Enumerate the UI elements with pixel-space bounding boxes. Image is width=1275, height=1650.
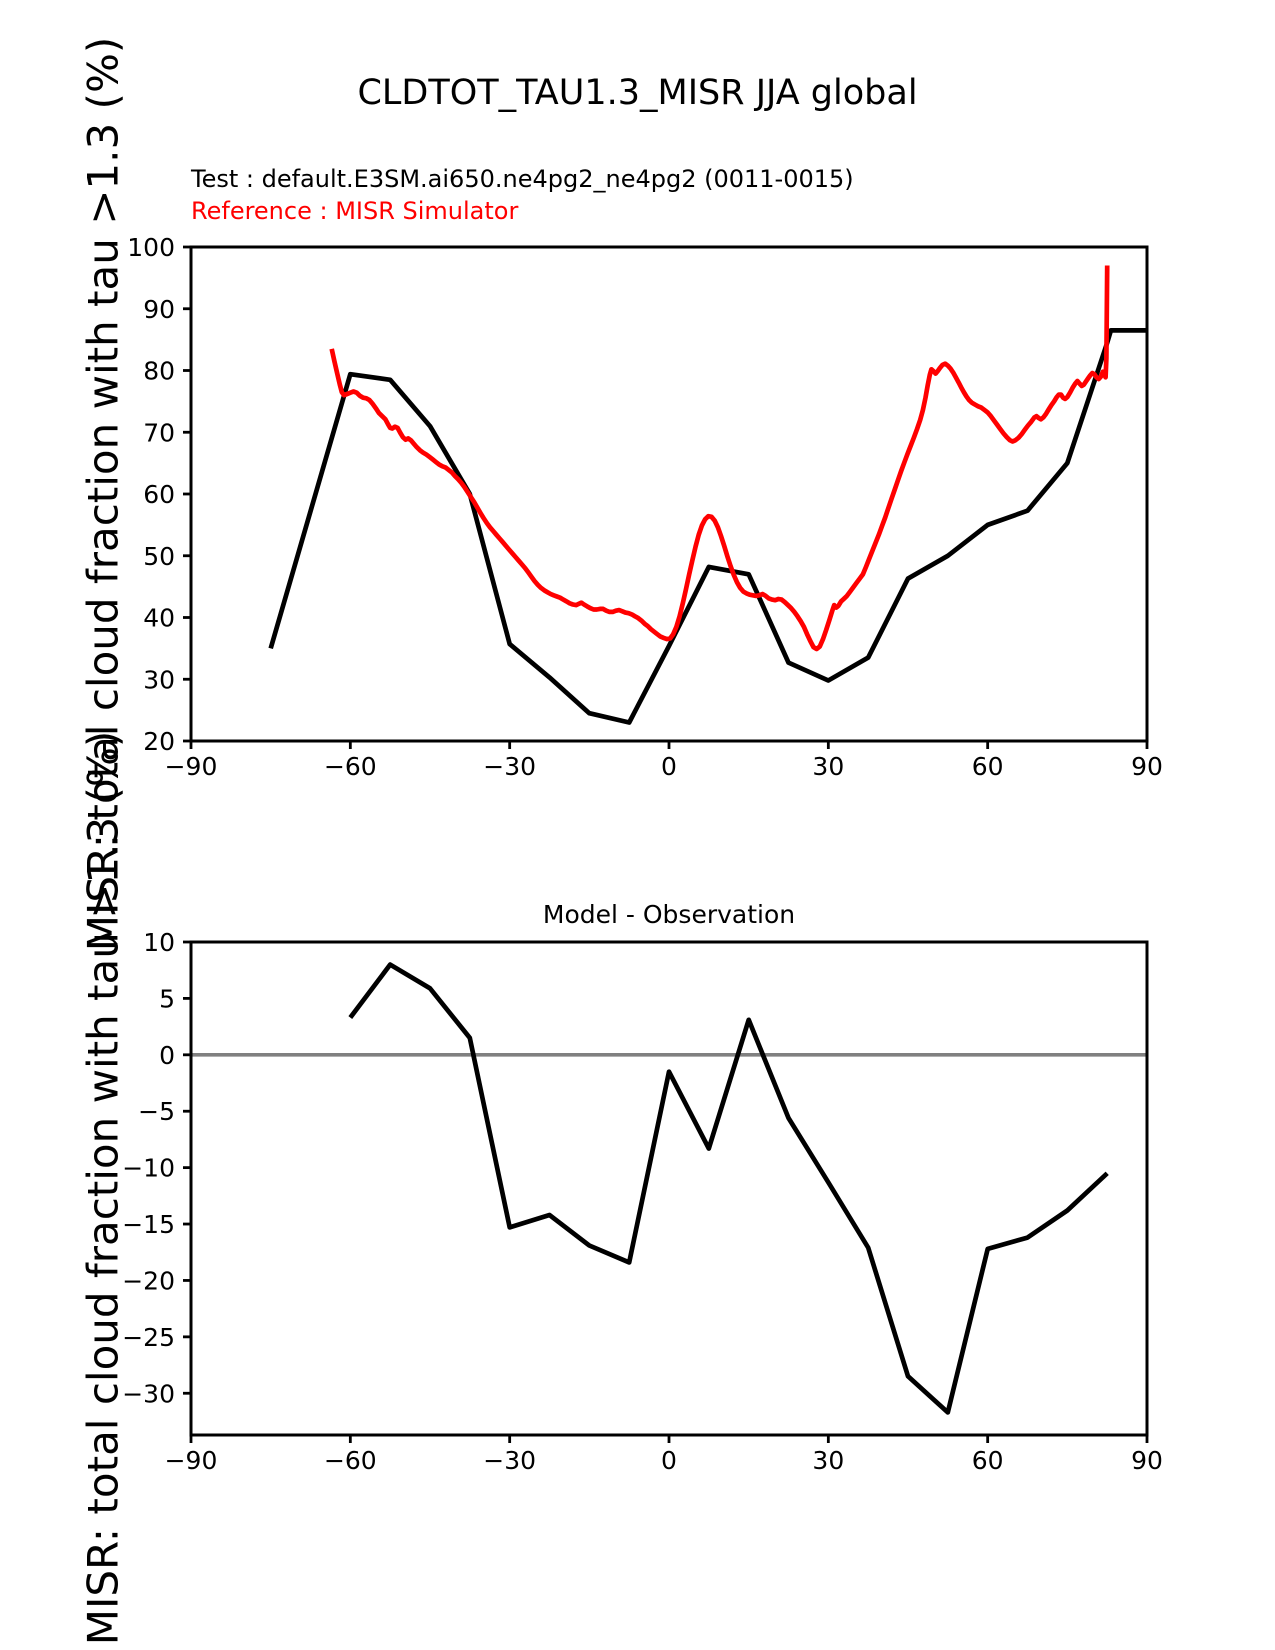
y-axis-tick-label: 70 bbox=[143, 418, 175, 448]
x-axis-tick-label: 30 bbox=[812, 1446, 845, 1475]
x-axis-tick-label: −90 bbox=[164, 752, 218, 781]
y-axis-tick-label: 80 bbox=[143, 356, 175, 386]
plot-spines bbox=[191, 942, 1147, 1435]
x-axis-tick-label: 30 bbox=[812, 752, 845, 781]
y-axis-tick-label: 5 bbox=[159, 984, 175, 1014]
y-axis-tick-label: 90 bbox=[143, 294, 175, 324]
y-axis-tick-label: 10 bbox=[143, 928, 175, 957]
y-axis-tick-label: 40 bbox=[143, 603, 175, 633]
y-axis-tick-label: −30 bbox=[122, 1379, 175, 1409]
y-axis-tick-label: −25 bbox=[122, 1322, 175, 1352]
series-line-diff bbox=[350, 965, 1107, 1413]
y-axis-tick-label: −5 bbox=[138, 1097, 175, 1127]
y-axis-label-bottom: MISR: total cloud fraction with tau >1.3 (%) bbox=[78, 730, 128, 1646]
test-label: Test : default.E3SM.ai650.ne4pg2_ne4pg2 (0011-0015) bbox=[191, 165, 854, 193]
y-axis-tick-label: 0 bbox=[159, 1040, 175, 1070]
axes-main-chart bbox=[127, 233, 1163, 781]
y-axis-tick-label: −20 bbox=[122, 1266, 175, 1296]
y-axis-tick-label: 30 bbox=[143, 665, 175, 695]
y-axis-tick-label: 50 bbox=[143, 541, 175, 571]
figure-title: CLDTOT_TAU1.3_MISR JJA global bbox=[357, 73, 918, 113]
x-axis-tick-label: 60 bbox=[971, 1446, 1004, 1475]
x-axis-tick-label: 90 bbox=[1131, 752, 1163, 781]
x-axis-tick-label: −60 bbox=[323, 752, 377, 781]
y-axis-tick-label: 100 bbox=[127, 233, 175, 262]
y-axis-tick-label: −15 bbox=[122, 1210, 175, 1240]
x-axis-tick-label: −60 bbox=[323, 1446, 377, 1475]
x-axis-tick-label: −30 bbox=[483, 752, 537, 781]
y-axis-tick-label: −10 bbox=[122, 1153, 175, 1183]
reference-label: Reference : MISR Simulator bbox=[191, 197, 519, 225]
plot-spines bbox=[191, 247, 1147, 741]
x-axis-tick-label: 90 bbox=[1131, 1446, 1163, 1475]
axes-diff-chart bbox=[122, 928, 1163, 1475]
x-axis-tick-label: −90 bbox=[164, 1446, 218, 1475]
y-axis-tick-label: 60 bbox=[143, 480, 175, 509]
diff-chart-title: Model - Observation bbox=[542, 900, 796, 929]
x-axis-tick-label: 0 bbox=[661, 752, 677, 781]
x-axis-tick-label: 60 bbox=[971, 752, 1004, 781]
y-axis-label-top: MISR: total cloud fraction with tau >1.3 (%) bbox=[78, 36, 128, 952]
x-axis-tick-label: −30 bbox=[483, 1446, 537, 1475]
series-line-test bbox=[271, 330, 1147, 722]
y-axis-tick-label: 20 bbox=[143, 727, 175, 756]
x-axis-tick-label: 0 bbox=[661, 1446, 677, 1475]
